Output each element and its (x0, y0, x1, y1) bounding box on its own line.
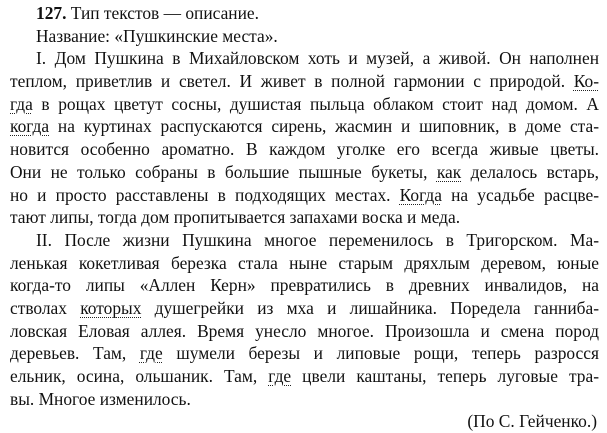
paragraph-2-line (10, 388, 599, 411)
text-segment: в рощах цветут сосны, душистая пыльца облаком стоит над домом. А (32, 93, 599, 114)
paragraph-2-line (10, 229, 599, 252)
text-segment: вы. Многое изменилось. (10, 388, 191, 409)
paragraph-2-line (10, 365, 599, 388)
text-segment: когда-то липы «Аллен Керн» превратились в древних инвалидов, на (10, 275, 599, 296)
text-segment: I. Дом Пушкина в Михайловском хоть и музей, а живой. Он наполнен (36, 48, 599, 69)
exercise-number: 127. (36, 3, 67, 23)
text-segment: теплом, приветлив и светел. И живет в полной гармонии с природой. (10, 71, 574, 92)
paragraph-1-line (10, 138, 599, 161)
text-segment: душегрейки из мха и лишайника. Поредела ганниба- (141, 297, 599, 318)
text-segment: на усадьбе расцве- (441, 184, 600, 205)
paragraph-1-line (10, 206, 599, 229)
paragraph-2-line (10, 274, 599, 297)
text-segment: Они не только собраны в большие пышные букеты, (10, 161, 437, 182)
text-segment: тают липы, тогда дом пропитывается запахами воска и меда. (10, 207, 461, 228)
paragraph-1-line (10, 161, 599, 184)
text-segment: но и просто расставлены в подходящих местах. (10, 184, 400, 205)
paragraph-2-line (10, 320, 599, 343)
underlined-word: когда (10, 116, 50, 137)
underlined-word: гда (10, 93, 33, 114)
underlined-word: где (268, 366, 292, 386)
text-segment: на куртинах распускаются сирень, жасмин и шиповник, в доме ста- (49, 116, 599, 137)
paragraph-1-line (10, 93, 599, 116)
paragraph-1-line (10, 70, 599, 93)
paragraph-1 (10, 47, 599, 229)
paragraph-2-line (10, 297, 599, 320)
text-type-label: Тип текстов — описание. (66, 3, 259, 23)
underlined-word: где (139, 343, 163, 364)
text-segment: делалось встарь, (461, 161, 599, 182)
paragraph-2-line (10, 252, 599, 275)
text-segment: ловская Еловая аллея. Время унесло многое. Произошла и смена пород (10, 320, 599, 341)
text-segment: шумели березы и липовые рощи, теперь разросся (162, 343, 599, 364)
exercise-header (10, 2, 599, 25)
underlined-word: которых (80, 297, 142, 318)
underlined-word: Когда (399, 184, 442, 205)
underlined-word: как (436, 161, 462, 182)
text-segment: деревьев. Там, (10, 343, 140, 364)
underlined-word: Ко- (573, 71, 599, 92)
paragraph-1-line (10, 115, 599, 138)
paragraph-2-line (10, 342, 599, 365)
paragraph-1-line (10, 184, 599, 207)
text-segment: ленькая кокетливая березка стала ныне старым дряхлым деревом, юные (10, 252, 599, 273)
text-segment: II. После жизни Пушкина многое переменилось в Тригорском. Ма- (36, 229, 599, 250)
exercise-title: Название: «Пушкинские места». (36, 25, 278, 46)
text-segment: ельник, осина, ольшаник. Там, (10, 366, 269, 386)
text-segment: стволах (10, 297, 81, 318)
paragraph-2 (10, 229, 599, 411)
paragraph-1-line (10, 47, 599, 70)
text-segment: цвели каштаны, теперь луговые тра- (291, 366, 599, 386)
attribution: (По С. Гейченко.) (467, 411, 597, 432)
text-segment: новится особенно ароматно. В каждом уголке его всегда живые цветы. (10, 139, 599, 160)
